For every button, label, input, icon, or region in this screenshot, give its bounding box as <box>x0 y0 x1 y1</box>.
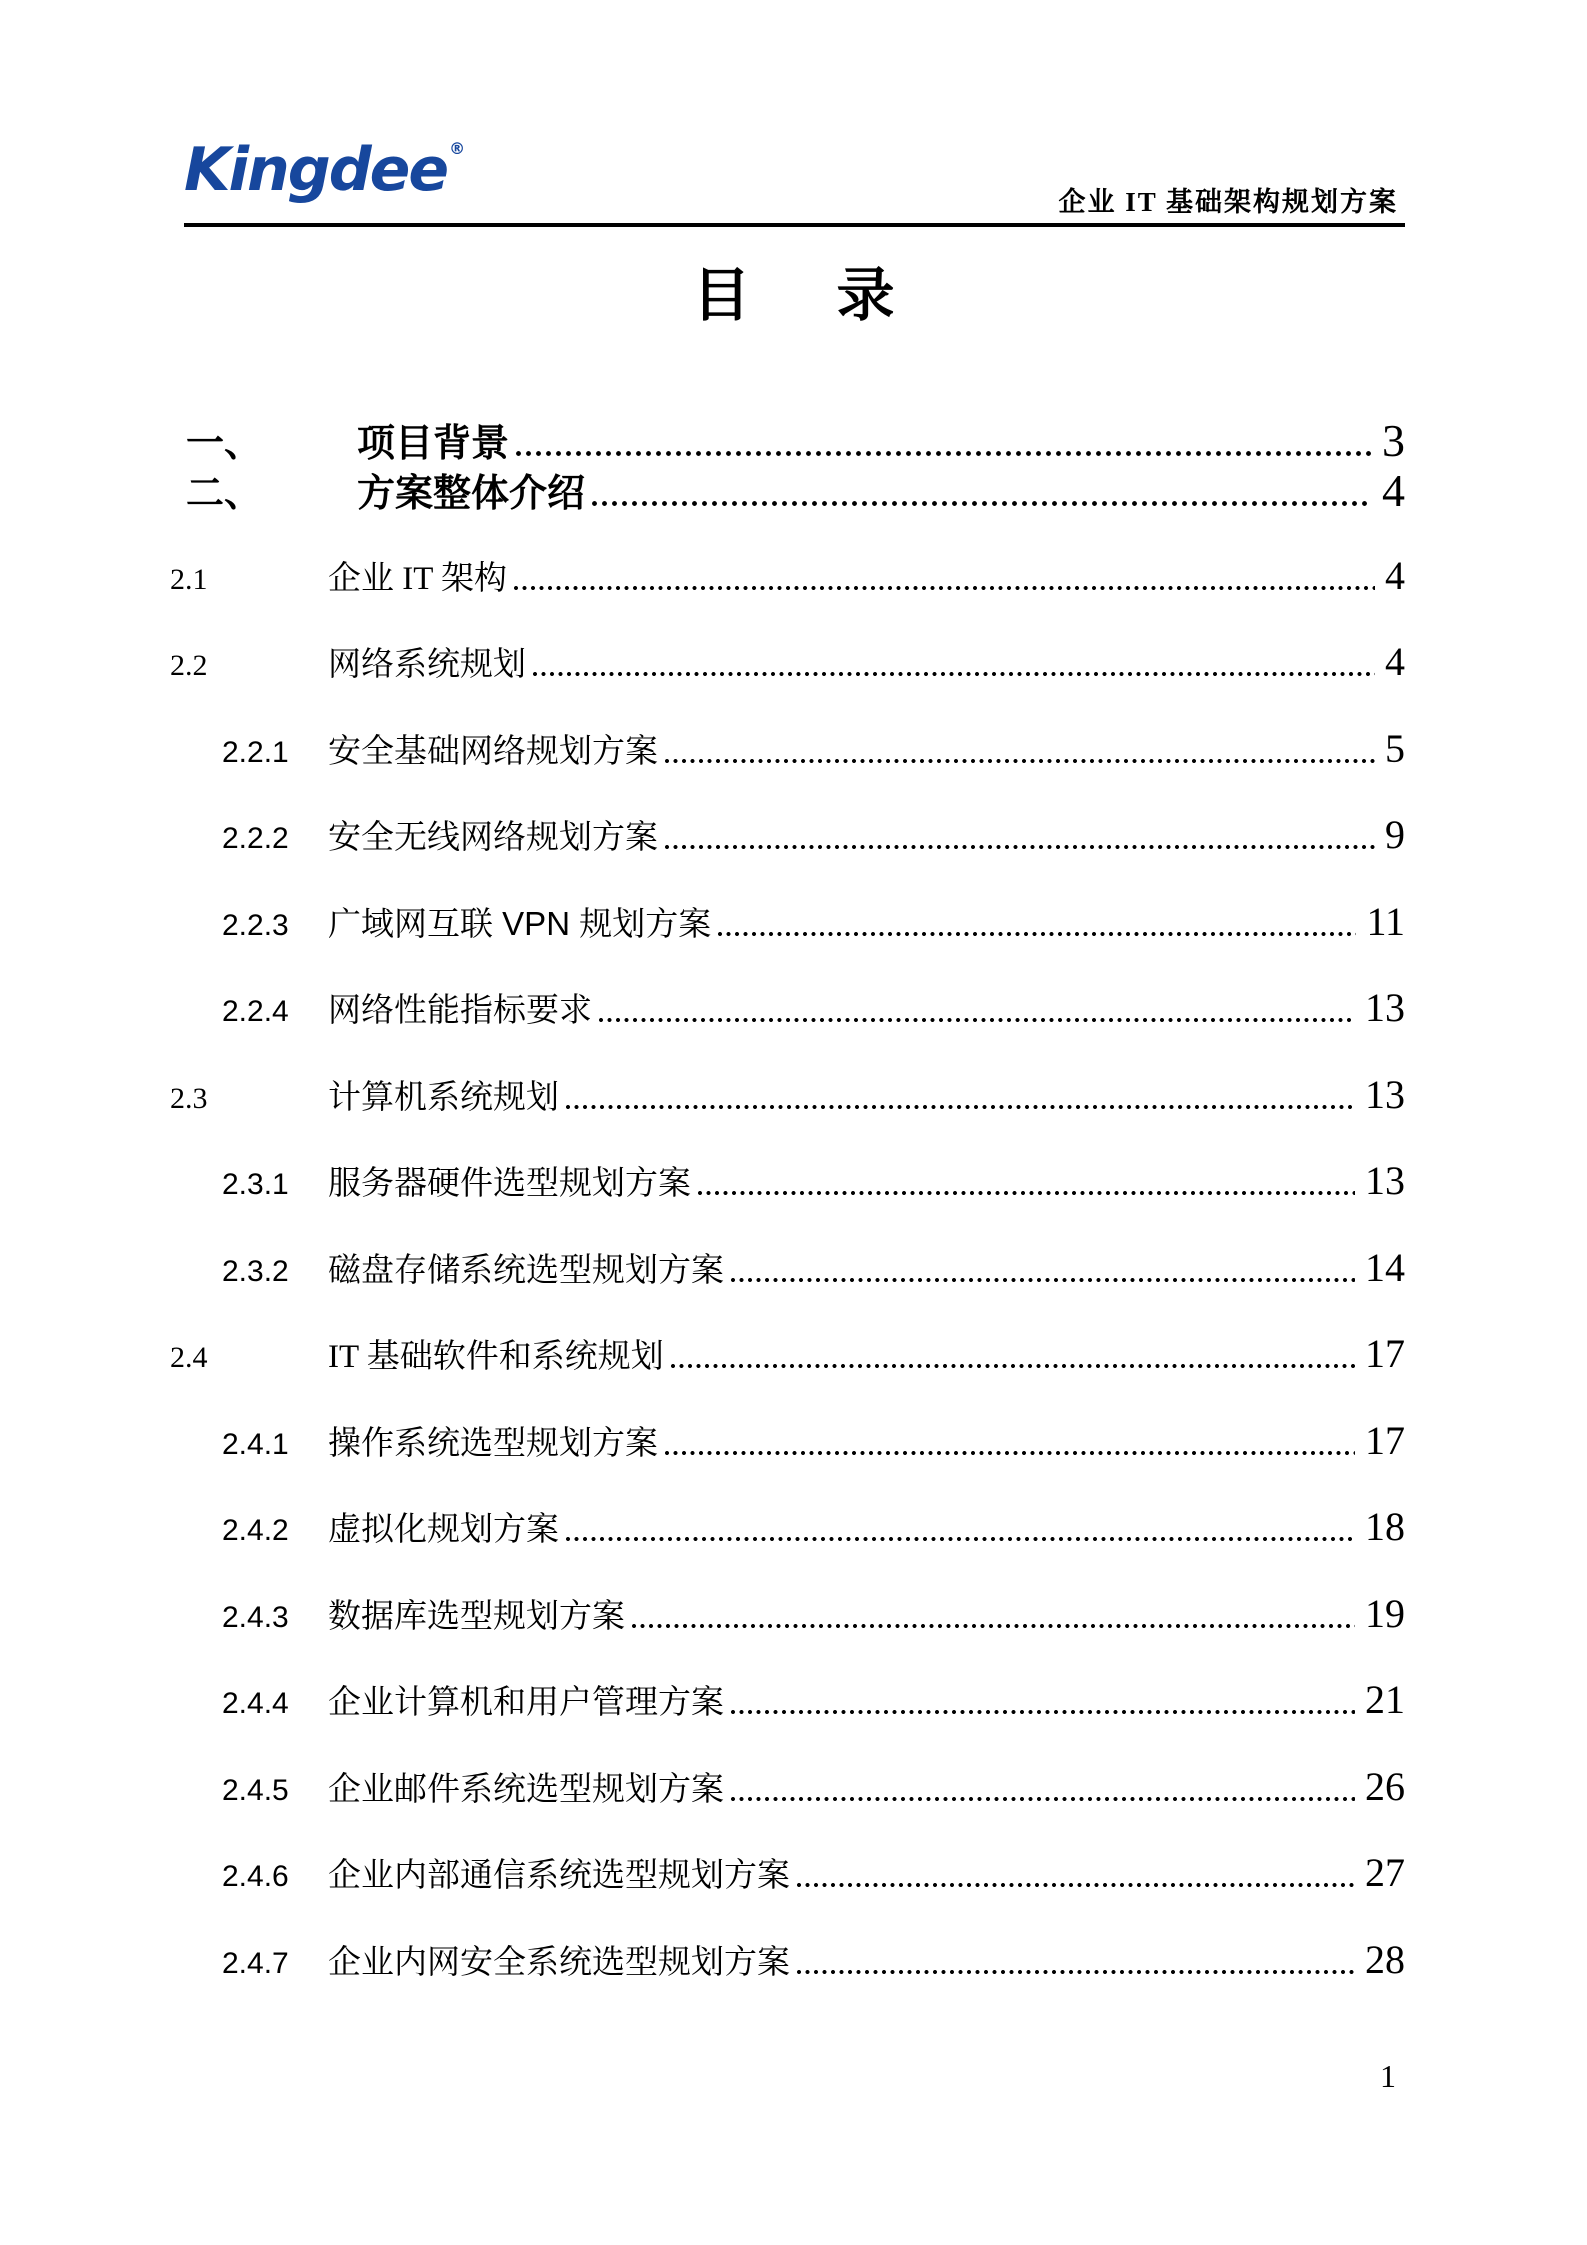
toc-entry-page: 3 <box>1382 415 1405 466</box>
toc-leader-dots <box>697 1190 1355 1196</box>
toc-leader-dots <box>664 844 1375 850</box>
toc-entry-number: 2.3.2 <box>222 1255 289 1288</box>
toc-leader-dots <box>565 1536 1355 1542</box>
toc-entry[interactable] <box>222 984 1405 1031</box>
toc-entry-label: 磁盘存储系统选型规划方案 <box>328 1251 724 1288</box>
toc-entry[interactable] <box>170 1330 1405 1377</box>
toc-entry[interactable] <box>222 725 1405 772</box>
toc-entry[interactable] <box>222 1849 1405 1896</box>
toc-entry-page: 4 <box>1385 553 1405 598</box>
toc-entry[interactable] <box>222 898 1405 945</box>
toc-entry-label: 安全无线网络规划方案 <box>328 818 658 855</box>
toc-entry-page: 9 <box>1385 812 1405 857</box>
toc-entry[interactable] <box>170 638 1405 685</box>
toc-entry[interactable] <box>186 412 1405 467</box>
toc-entry-page: 11 <box>1366 899 1405 944</box>
toc-entry-page: 4 <box>1382 465 1405 516</box>
toc-entry-label: 计算机系统规划 <box>328 1080 559 1116</box>
toc-entry[interactable] <box>170 1071 1405 1118</box>
toc-entry[interactable] <box>222 1417 1405 1464</box>
toc-leader-dots <box>631 1623 1355 1629</box>
toc-entry-number: 一、 <box>186 423 263 465</box>
toc-entry-page: 19 <box>1365 1591 1405 1636</box>
toc-entry-label: 方案整体介绍 <box>357 473 586 515</box>
toc-entry-label: 服务器硬件选型规划方案 <box>328 1164 691 1201</box>
toc-entry-number: 2.3 <box>170 1082 208 1115</box>
toc-entry-label: 企业内网安全系统选型规划方案 <box>328 1943 790 1980</box>
toc-title: 目 录 <box>692 263 909 328</box>
toc-entry-number: 2.4.6 <box>222 1860 289 1893</box>
toc-entry-label: 企业内部通信系统选型规划方案 <box>328 1856 790 1893</box>
toc-leader-dots <box>664 758 1375 764</box>
toc-entry-label: 企业计算机和用户管理方案 <box>328 1683 724 1720</box>
toc-entry-label: 操作系统选型规划方案 <box>328 1424 658 1461</box>
toc-entry-number: 2.1 <box>170 563 208 596</box>
toc-leader-dots <box>532 671 1375 677</box>
toc-leader-dots <box>513 585 1375 591</box>
toc-entry-number: 2.4.2 <box>222 1514 289 1547</box>
toc-leader-dots <box>664 1450 1355 1456</box>
header-rule <box>184 223 1405 227</box>
toc-entry-number: 2.2.1 <box>222 736 289 769</box>
toc-entry-number: 2.4.1 <box>222 1428 289 1461</box>
toc-entry[interactable] <box>222 811 1405 858</box>
toc-entry[interactable] <box>222 1936 1405 1983</box>
toc-entry-label: 安全基础网络规划方案 <box>328 732 658 769</box>
toc-entry-label: 企业 IT 架构 <box>328 561 508 597</box>
toc-entry-page: 4 <box>1385 639 1405 684</box>
toc-leader-dots <box>717 931 1356 937</box>
toc-entry-page: 13 <box>1365 985 1405 1030</box>
toc-entry[interactable] <box>222 1763 1405 1810</box>
toc-entry-number: 2.2.4 <box>222 995 289 1028</box>
toc-entry-number: 2.4.7 <box>222 1947 289 1980</box>
toc-leader-dots <box>670 1363 1355 1369</box>
toc-leader-dots <box>515 450 1372 457</box>
toc-entry-number: 2.4.4 <box>222 1687 289 1720</box>
toc-leader-dots <box>796 1882 1355 1888</box>
toc-entry-number: 2.2.3 <box>222 909 289 942</box>
toc-entry-page: 28 <box>1365 1937 1405 1982</box>
toc-entry[interactable] <box>222 1244 1405 1291</box>
toc-entry-page: 13 <box>1365 1072 1405 1117</box>
toc-entry-label: 数据库选型规划方案 <box>328 1597 625 1634</box>
header-doc-title: 企业 IT 基础架构规划方案 <box>1058 187 1398 217</box>
toc-entry-label: 广域网互联 VPN 规划方案 <box>328 905 712 942</box>
toc-entry-number: 2.2 <box>170 649 208 682</box>
toc-entry-label: 网络性能指标要求 <box>328 991 592 1028</box>
toc-entry-label: 网络系统规划 <box>328 647 526 683</box>
toc-leader-dots <box>730 1709 1355 1715</box>
toc-leader-dots <box>591 500 1372 507</box>
toc-entry-number: 2.4 <box>170 1341 208 1374</box>
toc-entry[interactable] <box>222 1157 1405 1204</box>
toc-entry-number: 2.4.5 <box>222 1774 289 1807</box>
footer-page-number: 1 <box>1380 2058 1396 2094</box>
toc-leader-dots <box>796 1969 1355 1975</box>
toc-entry-page: 26 <box>1365 1764 1405 1809</box>
toc-entry-label: IT 基础软件和系统规划 <box>328 1339 664 1375</box>
toc-entry-number: 2.4.3 <box>222 1601 289 1634</box>
toc-entry-page: 21 <box>1365 1677 1405 1722</box>
toc-entry[interactable] <box>222 1503 1405 1550</box>
toc-entry-page: 18 <box>1365 1504 1405 1549</box>
toc-entry-page: 5 <box>1385 726 1405 771</box>
registered-trademark-icon: ® <box>449 139 466 158</box>
toc-entry-label: 企业邮件系统选型规划方案 <box>328 1770 724 1807</box>
toc-entry-number: 2.3.1 <box>222 1168 289 1201</box>
toc-leader-dots <box>565 1104 1355 1110</box>
kingdee-logo <box>184 135 466 205</box>
toc-leader-dots <box>730 1277 1355 1283</box>
toc-entry-page: 14 <box>1365 1245 1405 1290</box>
toc-entry-number: 二、 <box>186 473 263 515</box>
toc-entry[interactable] <box>186 462 1405 517</box>
toc-entry[interactable] <box>222 1590 1405 1637</box>
toc-entry-page: 13 <box>1365 1158 1405 1203</box>
toc-leader-dots <box>730 1796 1355 1802</box>
toc-entry-page: 17 <box>1365 1331 1405 1376</box>
toc-entry-label: 项目背景 <box>357 423 510 465</box>
toc-leader-dots <box>598 1017 1355 1023</box>
toc-entry-page: 17 <box>1365 1418 1405 1463</box>
toc-entry-page: 27 <box>1365 1850 1405 1895</box>
kingdee-logo-text: Kingdee <box>184 135 448 205</box>
toc-entry-number: 2.2.2 <box>222 822 289 855</box>
toc-entry[interactable] <box>222 1676 1405 1723</box>
toc-entry[interactable] <box>170 552 1405 599</box>
toc-entry-label: 虚拟化规划方案 <box>328 1510 559 1547</box>
